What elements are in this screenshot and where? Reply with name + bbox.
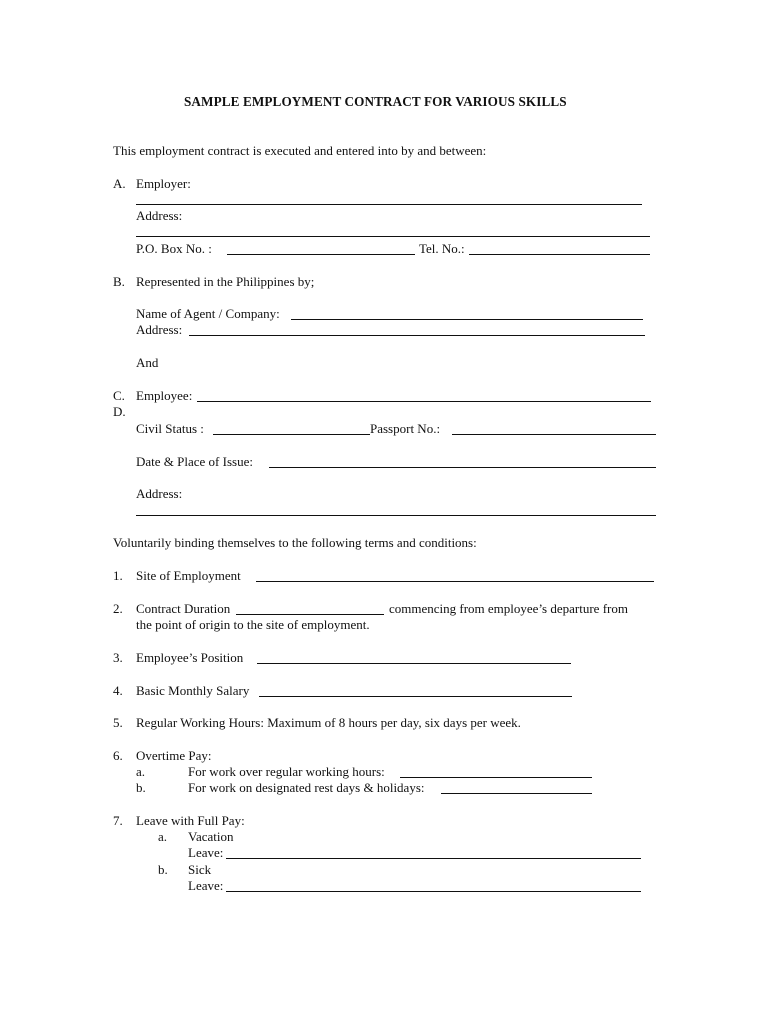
pobox-label: P.O. Box No. : [136, 241, 212, 256]
represented-heading: Represented in the Philippines by; [136, 274, 315, 289]
overtime-label: Overtime Pay: [136, 748, 212, 763]
employer-label: Employer: [136, 176, 191, 191]
term-5-number: 5. [113, 715, 123, 730]
agent-field[interactable] [291, 319, 643, 320]
term-3-number: 3. [113, 650, 123, 665]
issue-field[interactable] [269, 467, 656, 468]
contract-duration-tail: commencing from employee’s departure from [389, 601, 628, 616]
sick-label-line1: Sick [188, 862, 212, 877]
issue-label: Date & Place of Issue: [136, 454, 253, 469]
employer-field[interactable] [136, 204, 642, 205]
sick-label-line2: Leave: [188, 878, 224, 893]
pobox-field[interactable] [227, 254, 415, 255]
salary-field[interactable] [259, 696, 572, 697]
contract-duration-field[interactable] [236, 614, 384, 615]
intro-text: This employment contract is executed and entered into by and between: [113, 143, 487, 158]
position-field[interactable] [257, 663, 571, 664]
leave-a-marker: a. [158, 829, 168, 844]
section-a-marker: A. [113, 176, 126, 191]
term-6-number: 6. [113, 748, 123, 763]
vacation-label-line1: Vacation [188, 829, 234, 844]
overtime-holiday-label: For work on designated rest days & holidays: [188, 780, 425, 795]
employee-address-field[interactable] [136, 515, 656, 516]
and-text: And [136, 355, 159, 370]
agent-address-field[interactable] [189, 335, 645, 336]
term-7-number: 7. [113, 813, 123, 828]
employer-address-label: Address: [136, 208, 183, 223]
agent-address-label: Address: [136, 322, 183, 337]
term-1-number: 1. [113, 568, 123, 583]
civil-status-label: Civil Status : [136, 421, 204, 436]
document-title: SAMPLE EMPLOYMENT CONTRACT FOR VARIOUS SKILLS [184, 94, 567, 109]
passport-label: Passport No.: [370, 421, 441, 436]
contract-duration-label: Contract Duration [136, 601, 231, 616]
tel-field[interactable] [469, 254, 650, 255]
agent-label: Name of Agent / Company: [136, 306, 280, 321]
salary-label: Basic Monthly Salary [136, 683, 250, 698]
section-b-marker: B. [113, 274, 125, 289]
site-employment-label: Site of Employment [136, 568, 241, 583]
overtime-regular-field[interactable] [400, 777, 592, 778]
overtime-b-marker: b. [136, 780, 146, 795]
vacation-label-line2: Leave: [188, 845, 224, 860]
working-hours-text: Regular Working Hours: Maximum of 8 hours per day, six days per week. [136, 715, 521, 730]
employer-address-field[interactable] [136, 236, 650, 237]
overtime-regular-label: For work over regular working hours: [188, 764, 385, 779]
overtime-holiday-field[interactable] [441, 793, 592, 794]
section-c-marker: C. [113, 388, 125, 403]
tel-label: Tel. No.: [419, 241, 465, 256]
position-label: Employee’s Position [136, 650, 244, 665]
section-d-marker: D. [113, 404, 126, 419]
passport-field[interactable] [452, 434, 656, 435]
term-4-number: 4. [113, 683, 123, 698]
term-2-number: 2. [113, 601, 123, 616]
contract-duration-line2: the point of origin to the site of employment. [136, 617, 370, 632]
vacation-leave-field[interactable] [226, 858, 641, 859]
employee-label: Employee: [136, 388, 193, 403]
employee-field[interactable] [197, 401, 651, 402]
employee-address-label: Address: [136, 486, 183, 501]
site-employment-field[interactable] [256, 581, 654, 582]
leave-b-marker: b. [158, 862, 168, 877]
civil-status-field[interactable] [213, 434, 370, 435]
sick-leave-field[interactable] [226, 891, 641, 892]
terms-intro: Voluntarily binding themselves to the following terms and conditions: [113, 535, 477, 550]
leave-label: Leave with Full Pay: [136, 813, 245, 828]
overtime-a-marker: a. [136, 764, 146, 779]
